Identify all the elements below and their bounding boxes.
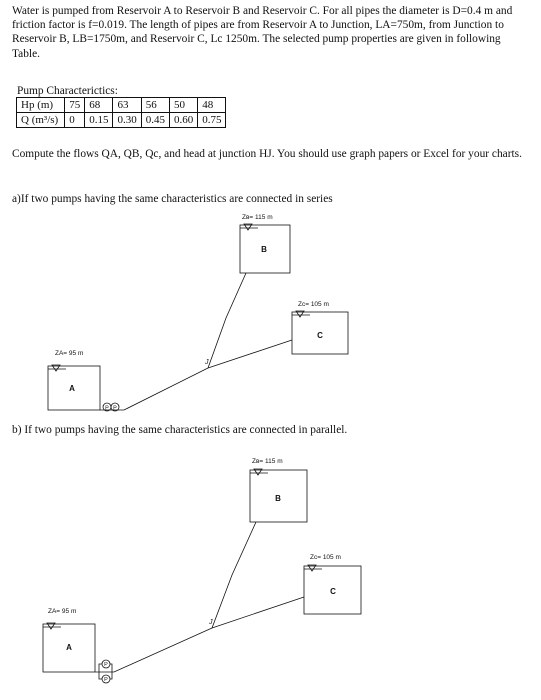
- instructions-text: Compute the flows QA, QB, Qc, and head at junction HJ. You should use graph papers or Excel for your charts.: [12, 148, 522, 160]
- elevation-a-label: ZA= 95 m: [55, 350, 84, 357]
- pipe-junction-to-c: [212, 597, 304, 628]
- pipe-junction-to-b: [208, 273, 246, 368]
- question-a: a)If two pumps having the same characteristics are connected in series: [12, 193, 333, 205]
- table-cell: 0.75: [198, 113, 226, 128]
- table-cell: 0.60: [169, 113, 197, 128]
- reservoir-a-label: A: [69, 384, 75, 393]
- junction-label: J: [205, 359, 209, 366]
- pipe-a-to-junction: [95, 628, 212, 672]
- reservoir-c-label: C: [330, 587, 336, 596]
- question-b: b) If two pumps having the same characteristics are connected in parallel.: [12, 424, 348, 436]
- table-cell: 68: [85, 98, 113, 113]
- pump-label: P: [104, 662, 108, 668]
- pump-label: P: [113, 405, 117, 412]
- table-cell: 56: [141, 98, 169, 113]
- reservoir-c-label: C: [317, 331, 323, 340]
- diagram-parallel-labels: [48, 458, 341, 683]
- junction-label: J: [209, 619, 213, 626]
- elevation-c-label: Zc= 105 m: [310, 554, 341, 561]
- elevation-b-label: Zʙ= 115 m: [252, 458, 283, 465]
- elevation-c-label: Zc= 105 m: [298, 301, 329, 308]
- table-cell: 48: [198, 98, 226, 113]
- reservoir-a-label: A: [66, 643, 72, 652]
- table-cell: 0: [65, 113, 85, 128]
- pump-table-title: Pump Characterictics:: [17, 85, 118, 97]
- pump-label: P: [105, 405, 109, 412]
- pipe-a-to-junction: [100, 368, 208, 410]
- table-cell: 50: [169, 98, 197, 113]
- elevation-b-label: Zʙ= 115 m: [242, 214, 273, 221]
- table-cell: 0.30: [113, 113, 141, 128]
- diagram-series-labels: [55, 214, 329, 412]
- elevation-a-label: ZA= 95 m: [48, 608, 77, 615]
- table-row-label: Q (m³/s): [17, 113, 65, 128]
- reservoir-b-label: B: [261, 245, 267, 254]
- diagram-parallel: [43, 469, 361, 683]
- table-cell: 0.45: [141, 113, 169, 128]
- table-cell: 63: [113, 98, 141, 113]
- diagram-series: [48, 224, 348, 411]
- reservoir-b-label: B: [275, 494, 281, 503]
- pipe-junction-to-b: [212, 522, 256, 628]
- pump-label: P: [104, 677, 108, 683]
- table-cell: 0.15: [85, 113, 113, 128]
- pipe-junction-to-c: [208, 340, 292, 368]
- problem-intro: Water is pumped from Reservoir A to Reservoir B and Reservoir C. For all pipes the diameter is D=0.4 m and friction factor is f=0.019. The length of pipes are from Reservoir A to Junction, LA=750m, from Junction to Reservoir B, LB=1750m, and Reservoir C, Lc 1250m. The selected pump properties are given in following Table.: [12, 5, 513, 60]
- table-cell: 75: [65, 98, 85, 113]
- table-row-label: Hp (m): [17, 98, 65, 113]
